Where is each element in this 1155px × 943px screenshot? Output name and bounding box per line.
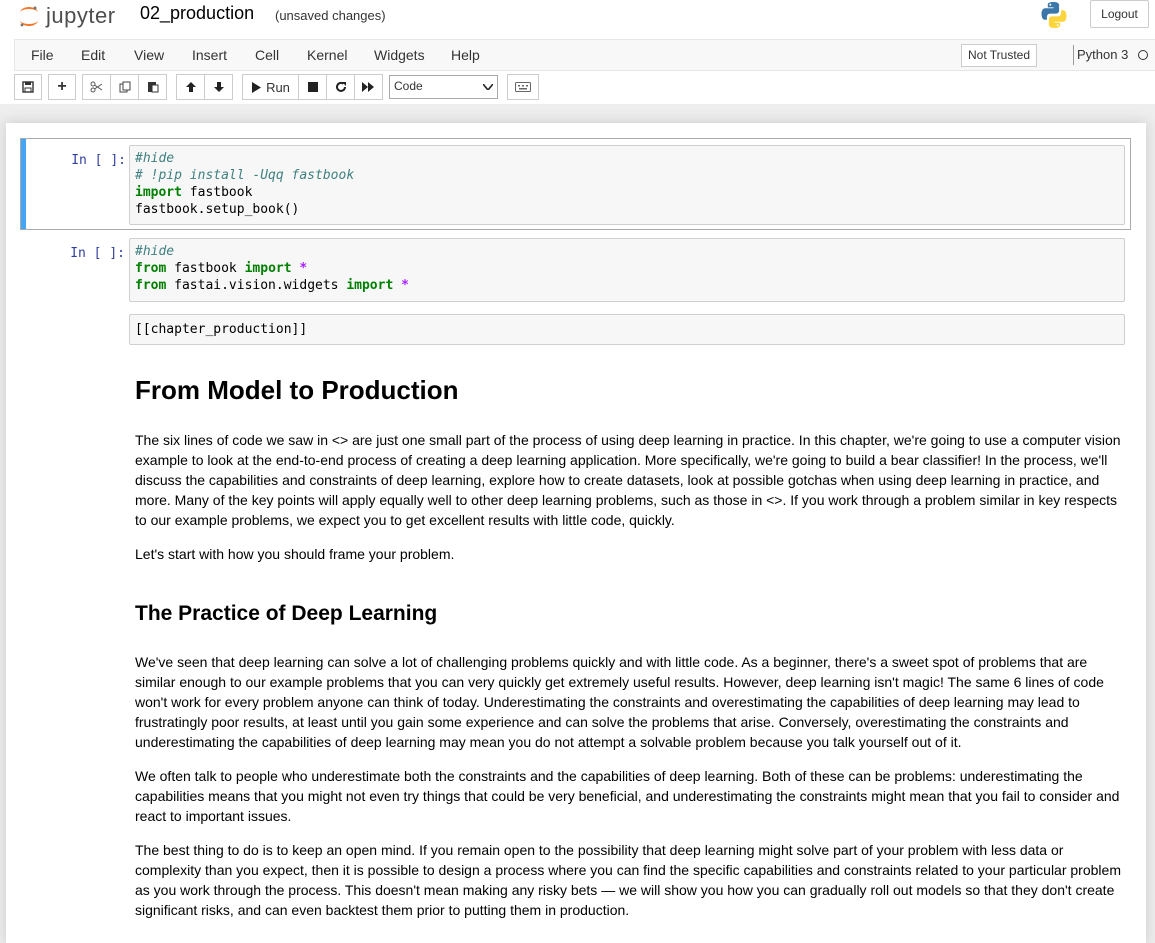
markdown-paragraph-cell[interactable] xyxy=(135,840,1125,920)
code-token: from xyxy=(135,261,167,276)
move-down-button[interactable] xyxy=(204,74,233,100)
code-token: import xyxy=(244,261,292,276)
paste-button[interactable] xyxy=(138,74,167,100)
code-token: # !pip install -Uqq fastbook xyxy=(135,168,355,183)
code-token: fastbook xyxy=(166,261,245,276)
save-icon xyxy=(22,81,34,93)
autosave-status: (unsaved changes) xyxy=(275,8,386,23)
fast-forward-icon xyxy=(362,82,375,92)
cut-button[interactable] xyxy=(82,74,111,100)
stop-icon xyxy=(308,82,318,92)
code-token: from xyxy=(135,278,167,293)
menu-insert[interactable]: Insert xyxy=(192,47,228,63)
markdown-heading-1-cell[interactable] xyxy=(135,375,1125,405)
raw-cell[interactable] xyxy=(20,313,1131,345)
paste-icon xyxy=(147,81,159,93)
cell-prompt: In [ ]: xyxy=(71,153,126,168)
logout-button[interactable]: Logout xyxy=(1090,0,1149,28)
code-line xyxy=(135,201,1119,218)
code-line xyxy=(135,260,1119,277)
code-token: * xyxy=(299,261,308,276)
keyboard-icon xyxy=(515,82,531,92)
restart-button[interactable] xyxy=(326,74,355,100)
paragraph-open-mind: The best thing to do is to keep an open mind. If you remain open to the possibility that deep learning might solve part of your problem with less data or complexity than you expect, then it is possible to design a process where you can find the specific capabilities and constraints related to your particular problem as you work through the process. This doesn't mean making any risky bets — we will show you how you can gradually roll out models so that they don't create significant risks, and can even backtest them prior to putting them in production. xyxy=(135,842,1121,918)
plus-icon: + xyxy=(57,78,67,95)
code-line xyxy=(135,277,1119,294)
code-input[interactable] xyxy=(129,238,1125,302)
markdown-paragraph-cell[interactable] xyxy=(135,652,1125,752)
code-line xyxy=(135,167,1119,184)
markdown-heading-2-cell[interactable] xyxy=(135,601,1125,627)
menu-cell[interactable]: Cell xyxy=(255,47,280,63)
code-token: fastbook xyxy=(181,185,253,200)
interrupt-button[interactable] xyxy=(298,74,327,100)
command-palette-button[interactable] xyxy=(507,74,539,100)
notebook-container xyxy=(6,123,1146,943)
jupyter-logo-icon xyxy=(18,3,40,29)
cell-prompt: In [ ]: xyxy=(70,246,125,261)
markdown-paragraph-cell[interactable] xyxy=(135,766,1125,826)
celltype-select[interactable] xyxy=(389,75,498,99)
code-token: * xyxy=(401,278,409,293)
copy-icon xyxy=(119,81,131,93)
jupyter-logo[interactable] xyxy=(18,0,116,32)
insert-cell-button[interactable] xyxy=(48,74,76,100)
menu-help[interactable]: Help xyxy=(451,47,480,63)
jupyter-brand: jupyter xyxy=(46,3,116,28)
run-button[interactable] xyxy=(242,74,299,100)
code-token: import xyxy=(346,278,394,293)
kernel-idle-icon xyxy=(1138,50,1148,60)
header xyxy=(0,0,1155,104)
markdown-paragraph-cell[interactable] xyxy=(135,544,1125,564)
menu-edit[interactable]: Edit xyxy=(81,47,106,63)
menu-file[interactable]: File xyxy=(31,47,54,63)
restart-run-all-button[interactable] xyxy=(354,74,383,100)
scissors-icon xyxy=(90,81,103,93)
code-line xyxy=(135,243,1119,260)
code-token: import xyxy=(135,185,182,200)
code-token: fastbook.setup_book() xyxy=(135,202,300,217)
markdown-paragraph-cell[interactable] xyxy=(135,430,1125,530)
code-token: fastai.vision.widgets xyxy=(166,278,347,293)
heading-practice-of-deep-learning: The Practice of Deep Learning xyxy=(135,602,438,625)
menu-kernel[interactable]: Kernel xyxy=(307,47,348,63)
code-input[interactable] xyxy=(129,145,1125,225)
save-button[interactable] xyxy=(14,74,42,100)
paragraph-sweet-spot: We've seen that deep learning can solve a lot of challenging problems quickly and with little code. As a beginner, there's a sweet spot of problems that are similar enough to our example problems that you can very quickly get extremely useful results. However, deep learning isn't magic! The same 6 lines of code won't work for every problem anyone can think of today. Underestimating the constraints and overestimating the capabilities of deep learning may lead to frustratingly poor results, at least until you gain some experience and can solve the problems that arise. Conversely, overestimating the constraints and underestimating the capabilities of deep learning may mean you do not attempt a solvable problem because you talk yourself out of it. xyxy=(135,654,1104,750)
menubar xyxy=(14,39,1155,71)
kernel-separator xyxy=(1073,45,1074,65)
arrow-up-icon xyxy=(185,81,197,93)
trusted-indicator[interactable]: Not Trusted xyxy=(961,44,1037,67)
code-line xyxy=(135,150,1119,167)
notebook-name[interactable]: 02_production xyxy=(140,3,255,23)
restart-icon xyxy=(335,81,347,93)
python-logo-icon xyxy=(1039,0,1069,35)
raw-input[interactable]: [[chapter_production]] xyxy=(129,314,1125,345)
code-line xyxy=(135,184,1119,201)
kernel-name: Python 3 xyxy=(1077,47,1129,62)
chevron-down-icon xyxy=(483,84,493,90)
code-cell[interactable] xyxy=(20,236,1131,302)
celltype-value: Code xyxy=(394,79,423,93)
code-token: #hide xyxy=(135,244,175,259)
paragraph-underestimate: We often talk to people who underestimate both the constraints and the capabilities of deep learning. Both of these can be problems: underestimating the capabilities means that you might not even try things that could be very beneficial, and underestimating the constraints might mean that you fail to consider and react to important issues. xyxy=(135,768,1120,824)
play-icon xyxy=(251,82,261,93)
arrow-down-icon xyxy=(213,81,225,93)
menu-view[interactable]: View xyxy=(134,47,165,63)
move-up-button[interactable] xyxy=(176,74,205,100)
code-token xyxy=(393,278,401,293)
menu-widgets[interactable]: Widgets xyxy=(374,47,425,63)
paragraph-frame-problem: Let's start with how you should frame your problem. xyxy=(135,546,455,562)
paragraph-intro: The six lines of code we saw in <> are just one small part of the process of using deep learning in practice. In this chapter, we're going to use a computer vision example to look at the end-to-end process of creating a deep learning application. More specifically, we're going to build a bear classifier! In the process, we'll discuss the capabilities and constraints of deep learning, explore how to create datasets, look at possible gotchas when using deep learning in practice, and more. Many of the key points will apply equally well to other deep learning problems, such as those in <>. If you work through a problem similar in key respects to our example problems, we expect you to get excellent results with little code, quickly. xyxy=(135,432,1121,528)
code-cell-selected[interactable] xyxy=(20,138,1131,230)
code-token: #hide xyxy=(135,151,175,166)
heading-from-model-to-production: From Model to Production xyxy=(135,375,459,405)
copy-button[interactable] xyxy=(110,74,139,100)
run-label: Run xyxy=(266,79,290,95)
selected-cell-bar xyxy=(21,139,26,229)
